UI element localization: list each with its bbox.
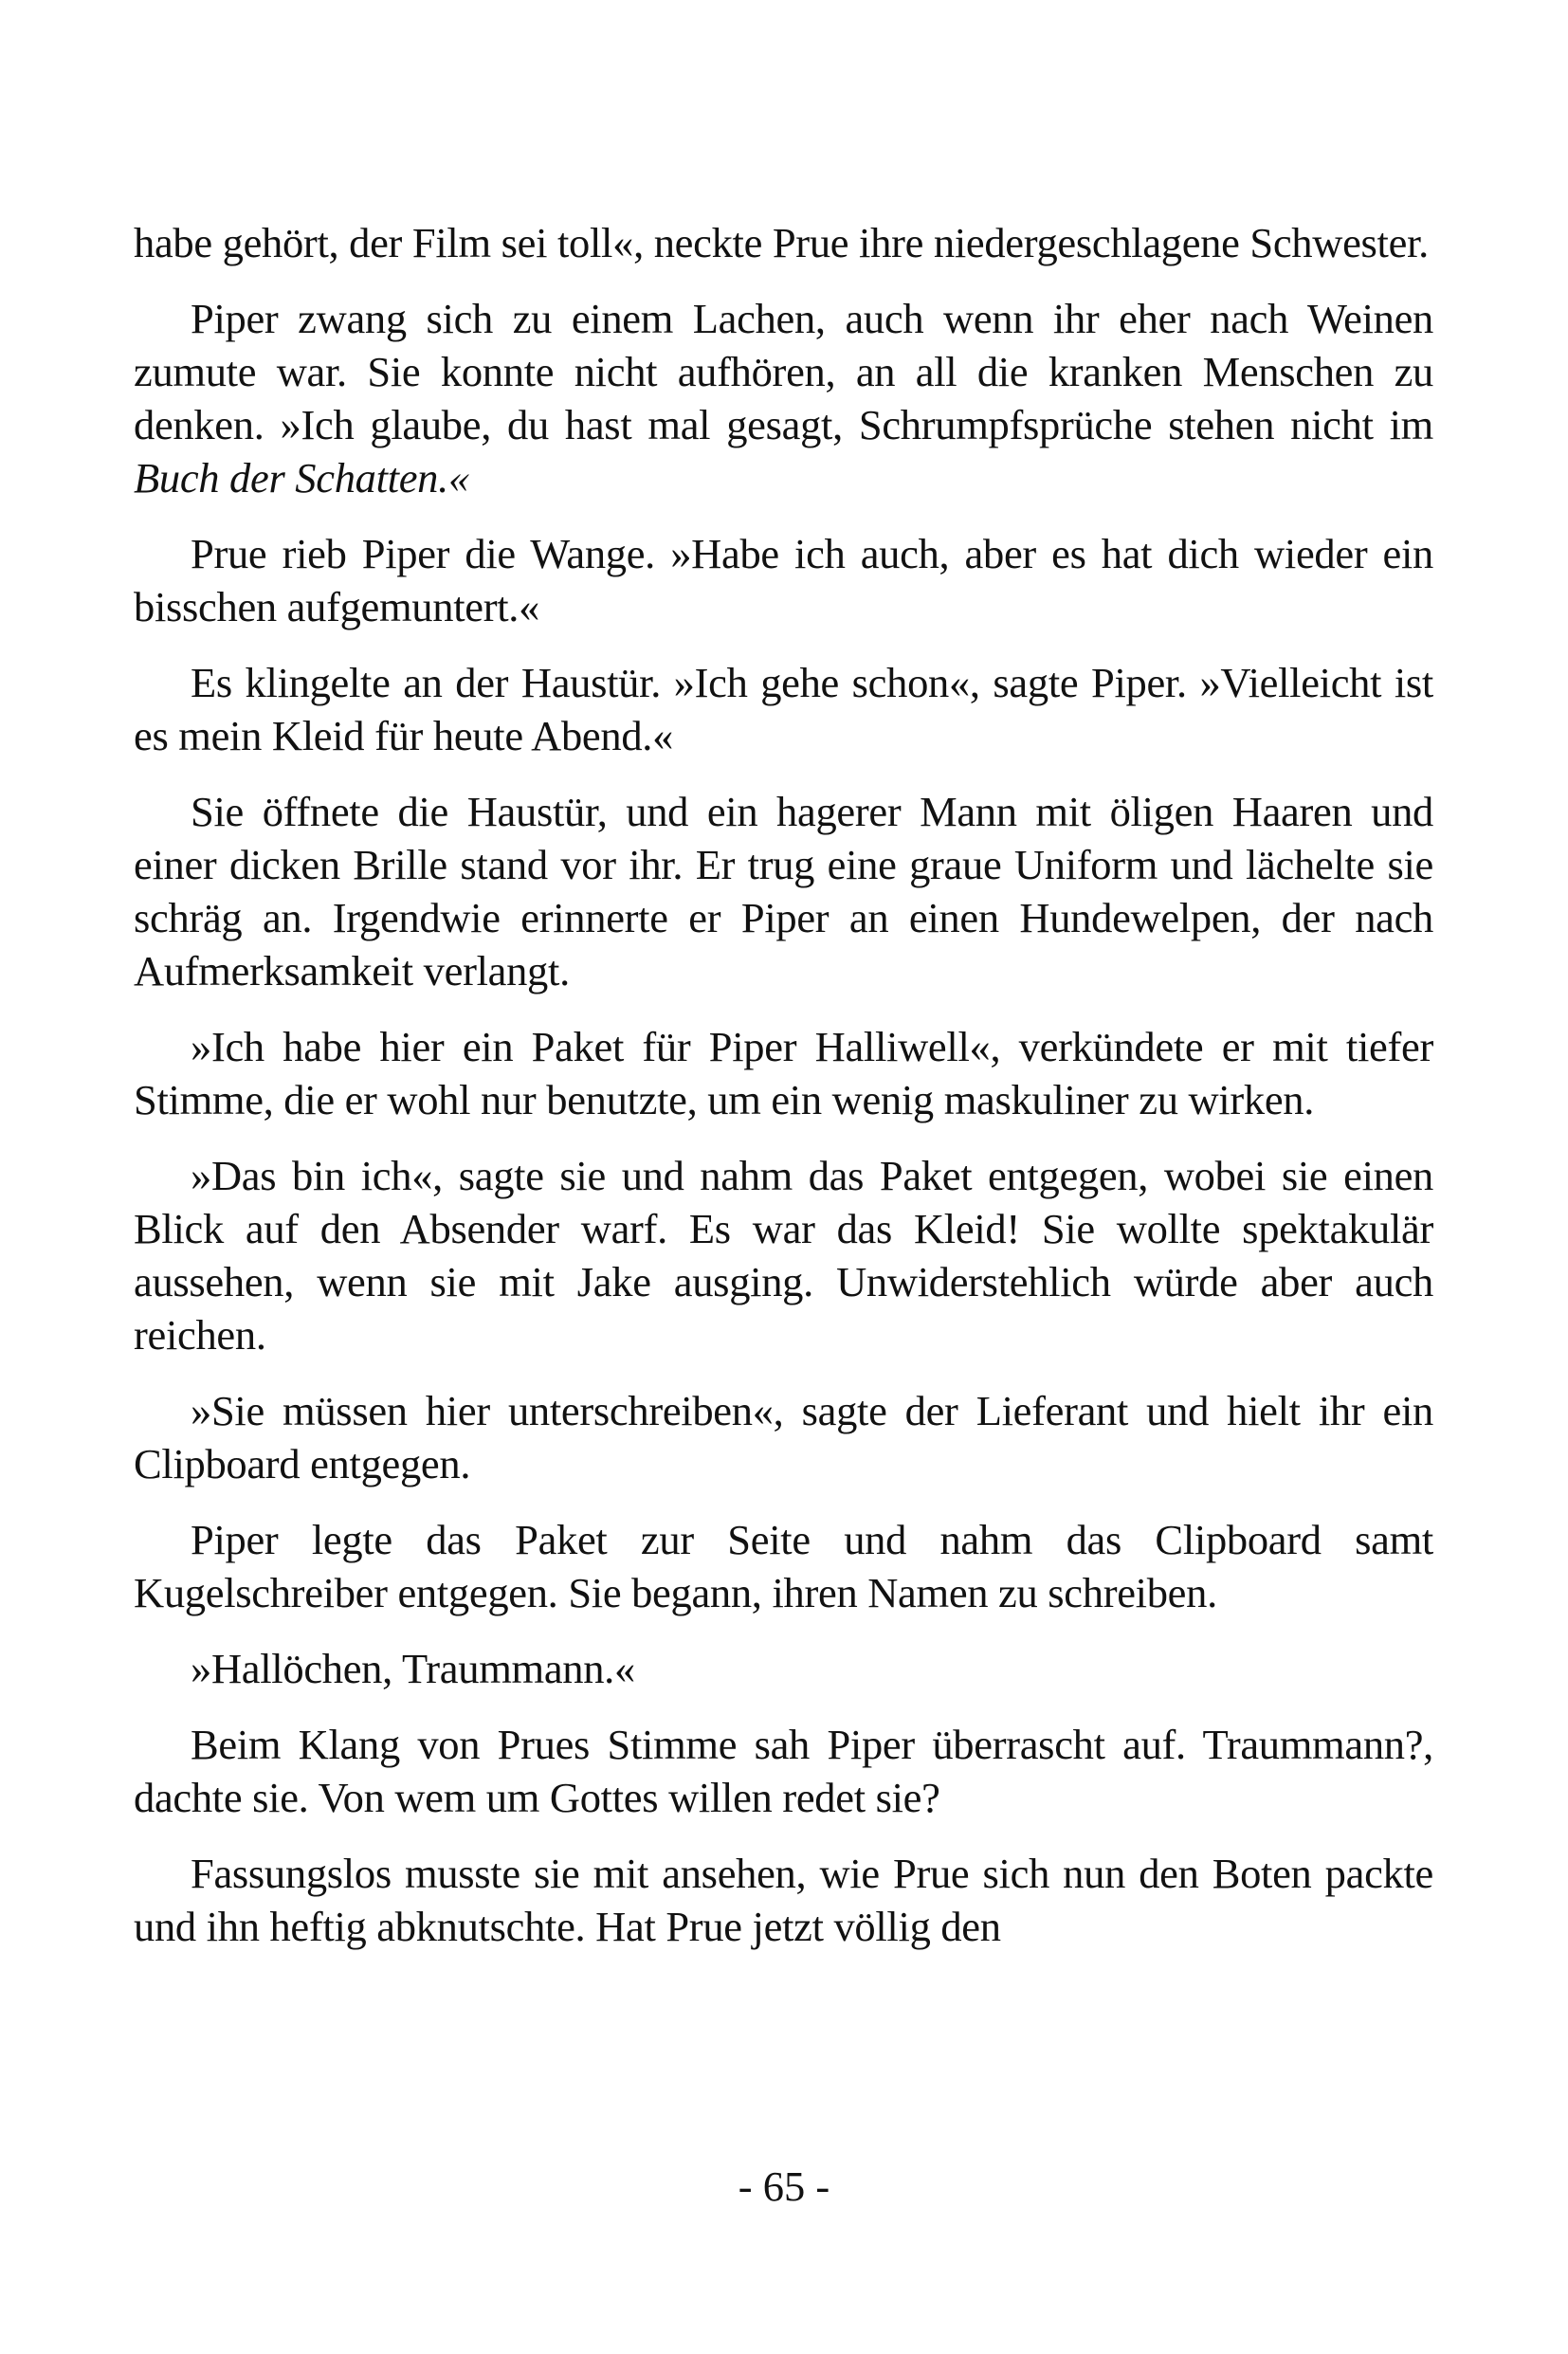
paragraph-11: Beim Klang von Prues Stimme sah Piper überrascht auf. Traummann?, dachte sie. Von wem um Gottes willen redet sie? [134,1721,1433,1821]
paragraph-4: Es klingelte an der Haustür. »Ich gehe schon«, sagte Piper. »Vielleicht ist es mein Kleid für heute Abend.« [134,659,1433,759]
paragraph-1: habe gehört, der Film sei toll«, neckte Prue ihre niedergeschlagene Schwester. [134,219,1429,266]
paragraph-8: »Sie müssen hier unterschreiben«, sagte der Lieferant und hielt ihr ein Clipboard entgegen. [134,1387,1433,1487]
book-page-body [134,216,1433,1976]
page-number: - 65 - [738,2162,830,2210]
book-title-italic: Buch der Schatten.« [134,454,469,502]
paragraph-6: »Ich habe hier ein Paket für Piper Halliwell«, verkündete er mit tiefer Stimme, die er wohl nur benutzte, um ein wenig maskuliner zu wirken. [134,1023,1433,1123]
paragraph-5: Sie öffnete die Haustür, und ein hagerer Mann mit öligen Haaren und einer dicken Brille stand vor ihr. Er trug eine graue Uniform und lächelte sie schräg an. Irgendwie erinnerte er Piper an einen Hundewelpen, der nach Aufmerksamkeit verlangt. [134,788,1433,995]
paragraph-9: Piper legte das Paket zur Seite und nahm das Clipboard samt Kugelschreiber entgegen. Sie begann, ihren Namen zu schreiben. [134,1516,1433,1616]
paragraph-2-text: Piper zwang sich zu einem Lachen, auch wenn ihr eher nach Weinen zumute war. Sie konnte nicht aufhören, an all die kranken Menschen zu denken. »Ich glaube, du hast mal gesagt, Schrumpfsprüche stehen nicht im [134,295,1433,448]
paragraph-7: »Das bin ich«, sagte sie und nahm das Paket entgegen, wobei sie einen Blick auf den Absender warf. Es war das Kleid! Sie wollte spektakulär aussehen, wenn sie mit Jake ausging. Unwiderstehlich würde aber auch reichen. [134,1152,1433,1359]
paragraph-12: Fassungslos musste sie mit ansehen, wie Prue sich nun den Boten packte und ihn heftig abknutschte. Hat Prue jetzt völlig den [134,1850,1433,1950]
paragraph-3: Prue rieb Piper die Wange. »Habe ich auch, aber es hat dich wieder ein bisschen aufgemuntert.« [134,530,1433,630]
paragraph-2 [134,292,1433,504]
paragraph-10: »Hallöchen, Traummann.« [191,1645,635,1692]
